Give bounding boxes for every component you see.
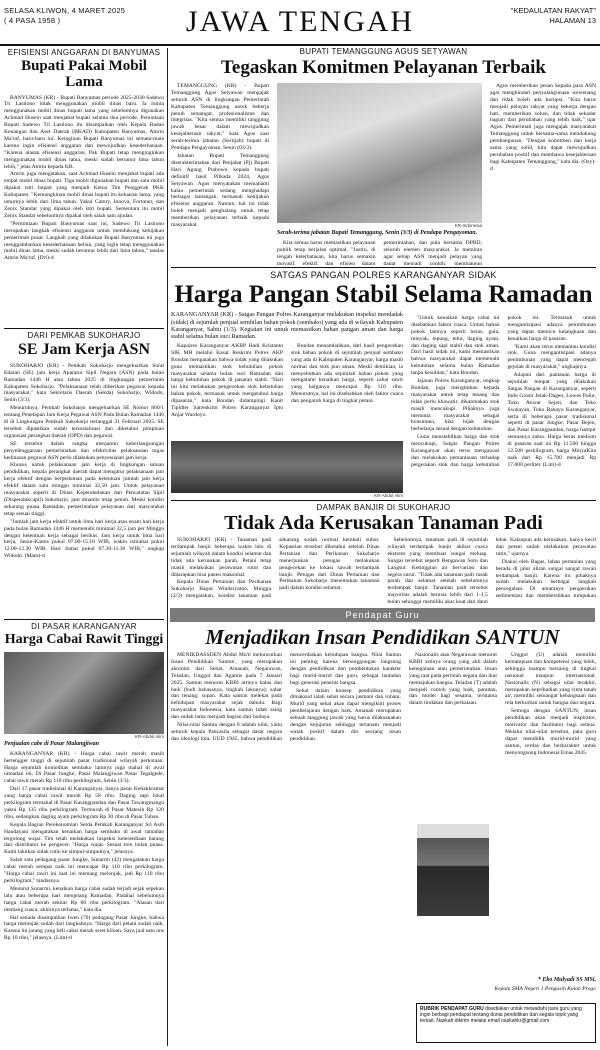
article-cabai: [4, 622, 164, 1046]
paragraph: Menurutnya, Pemkab Sukoharjo mengeluarkan SE Nomor 800/1 tentang Penetapan Jam Kerja Pegawai ASN Pada Bulan Ramadan 1446 H di Lingkungan Pemkab Sukoharjo tertanggal 21 Februari 2025. SE tersebut dipastikan sudah tersosialisasi dan diketahui pimpinan organisasi perangkat daerah (OPD) dan pegawai.: [4, 405, 164, 439]
paragraph: MENIKDASSDEN Abdul Mu'ti meluncurkan Insan Pendidikan 'Santun', yang merupakan akronim dari Sehat, Amanah, Negarawan, Teladan, Unggul dan Agamis pada 7 Januari 2025. Santun menurut KBBI artinya halus dan baik (budi bahasanya, tingkah lakunya); sabar dan tenang; sopan. Kata santun melekat pada kehidupan masyarakat sejak dahulu. Bagi masyarakat Indonesia, kata santun tidak asing dan sudah lama menjadi bagian dari budaya.: [171, 652, 282, 721]
paragraph: Kita semua harus memastikan pelayanan publik tetap berjalan optimal. "Justru, di tengah keterbatasan, kita harus semakin inovatif, efektif, dan efisien dalam: [277, 239, 376, 265]
satgas-left: [171, 343, 403, 498]
kicker: EFISIENSI ANGGARAN DI BANYUMAS: [7, 48, 161, 57]
photo-caption: Serah-terima jabatan Bupati Temanggung, Senin (3/3) di Pendapa Pengayoman.: [277, 229, 478, 236]
article-body: [4, 751, 164, 942]
paragraph: "Untuk kenaikan harga cabai ini disebabkan faktor cuaca. Untuk bahan pokok lainnya seperti beras, gula, minyak, tepung, telur, daging ayam, dan daging sapi stabil dan stok aman. Dari hasil sidak ini, kami memastikan bahwa masyarakat dapat memenuhi kebutuhan selama bulan Ramadan tanpa kesulitan," kata Bondan.: [411, 314, 500, 377]
column-separator: [167, 48, 168, 1046]
article-body-right: [411, 315, 596, 493]
rubric-bar: Pendapat Guru: [170, 608, 595, 622]
kicker: SATGAS PANGAN POLRES KARANGANYAR SIDAK: [270, 270, 497, 280]
paragraph: Dari 17 pasar tradisional di Karanganyar, hanya pasar Kebakkramat yang harga cabai rawit merah Rp 58 ribu. Daging sapi lokal perkilogram termahal di Pasar Karangpandan dan Pasar Tawangmangu yakni Rp 135 ribu perkilogram. Termurah di Pasar Matesih Rp 120 ribu, sedangkan daging ayam perkilogram Rp 30 ribu di Pasar Tuban.: [4, 786, 164, 820]
rubrik-text: disediakan untuk mewadahi para guru yang ingin berbagi pendapat tentang dunia pendidikan dan segala topik yang terkait. Naskah dikirim melalui email naskahkr@gmail.com: [420, 1006, 582, 1025]
paragraph: SUKOHARJO (KR) - Pemkab Sukoharjo mengeluarkan Surat Edaran (SE) jam kerja Aparatur Sipil Negara (ASN) pada bulan Ramadan 1446 H atau tahun 2025 di lingkungan pemerintah Kabupaten Sukoharjo. "Pelaksanaan telah diberikan pegawai kepada masyarakat," kata Sekretaris Daerah (Sekda) Sukoharjo, Widodo, Senin (3/3).: [4, 362, 164, 404]
paragraph: Menurut Sunarmi, kenaikan harga cabai sudah terjadi sejak sepekan lalu atau beberapa hari menjelang Ramadan. Padahal sebelumnya harga cabai merah sekitar Rp 80 ribu perkilogram. "Alasan dari memang cuaca, akhirnya terbatas," kata dia.: [4, 885, 164, 913]
masthead: [0, 0, 600, 46]
photo-credit: KR-Abdul Alim: [373, 492, 403, 498]
photo-credit: KR-Indonesia: [454, 222, 482, 228]
paragraph: SE tersebut dalam rangka menjamin keberlangsungan penyelenggaraan pemerintahan dan efektivitas pelaksanaan tugas kedinasan pegawai ASN perlu dilakukan penyesuaian jam kerja.: [4, 440, 164, 461]
article-body: [4, 363, 164, 560]
kicker: DARI PEMKAB SUKOHARJO: [27, 331, 141, 340]
paragraph: Amrin juga mengatakan, saat Achmad Husein menjabat bupati ada empat mobil dinas bupati. Tiga mobil digunakan bupati dan satu mobil dipakai istri bupati yang menjadi Ketua Tim Penggerak PKK Kabupaten. "Kemungkinan mobil dinas bupati itu keluaran lama, yang umurnya lebih dari lima tahun. Yakni Camry, Innova, Fortuner, dan Zenix Standar yang dipakai oleh istri bupati. Sementara itu mobil Zenix Standar sebelumnya dipakai oleh salah satu ajudan.: [4, 171, 164, 219]
rubrik-info-box: [416, 1003, 596, 1043]
author-role: Kepala SMA Negeri 1 Pengasih Kulon Progo: [494, 986, 596, 992]
kicker: DAMPAK BANJIR DI SUKOHARJO: [316, 503, 451, 512]
photo-caption: Penjualan cabe di Pasar Malangjiwan: [4, 740, 100, 747]
temanggung-photo-block: [277, 83, 482, 265]
headline: Bupati Pakai Mobil Lama: [21, 58, 147, 90]
article-lead: KARANGANYAR (KR) - Satgas Pangan Polres Karanganyar melakukan inspeksi mendadak (sidak) di sejumlah penjual sembilan bahan pokok (sembako) yang ada di wilayah Kabupaten Karanganyar, Sabtu (1/3). Kegiatan ini untuk memastikan bahan pangan aman dan harga stabil selama bulan suci Ramadan.: [171, 311, 403, 341]
author-name: * Eko Mulyadi SS MSi,: [537, 977, 596, 983]
opinion-headline: Menjadikan Insan Pendidikan SANTUN: [205, 625, 560, 649]
divider: [171, 267, 596, 268]
article-se-jam-kerja: [4, 331, 164, 617]
divider: [171, 500, 596, 501]
paragraph: Jajaran Polres Karanganyar, ungkap Bondan, juga mengimbau kepada masyarakat untuk tetap tenang dan tidak perlu khawatir, dikarenakan stok masih mencukupi. Pihaknya juga meminta masyarakat sebagai konsumen, bisa bijak dengan berbelanja sesuai dengan kebutuhan.: [411, 378, 500, 433]
article-efisiensi: [4, 48, 164, 326]
article-body-left: [171, 652, 401, 997]
headline: SE Jam Kerja ASN: [18, 341, 150, 358]
paragraph: Diakui oleh Bagas, lahan pertanian yang berada di jalur aliran sungai sangat rawan terdampak banjir. Karena itu pihaknya sudah melakukan berbagai langkah pencegahan. Di antaranya pengerukan sedimentasi dan membersihkan tumpukan: [495, 558, 596, 600]
paragraph: Unggul (U) adalah memiliki kemampuan dan kompetensi yang lebih, sehingga mampu bersaing di tingkat nasional maupun internasional. Nasionalis (N) sebagai nilai terakhir, merupakan kepribadian yang cinta tanah air, memiliki semangat kebangsaan dan rela berkorban untuk bangsa dan negara.: [505, 652, 596, 707]
paragraph: Sebelumnya, tanaman padi di sejumlah wilayah terdampak banjir akibat cuaca ekstrem yang membuat sungai meluap. Sungai tersebut seperti Bengawan Solo dan Langsur. Ketinggian air bervariasi dan segera surut. "Tidak ada tanaman padi rusak parah dan selamat setelah sebelumnya terdampak banjir. Tanaman padi tersebut mayoritas adalah berusia lebih dari 1-1,5 bulan sehingga memiliki akar kuat dan daun lebat. Kalaupun ada kerusakan, hanya kecil dan petani sudah melakukan perawatan rutin," ujarnya.: [387, 537, 596, 606]
article-body-right: [505, 652, 596, 952]
article-body-left: [171, 83, 269, 265]
article-body-mid: [409, 652, 497, 822]
page-number: HALAMAN 13: [549, 16, 596, 25]
paragraph: Sehat dalam konsep pendidikan yang dimaksud ialah sehat secara jasmani dan rohani. Murid yang sehat akan dapat mengikuti proses pembelajaran dengan baik. Amanah merupakan sebuah tanggung jawab yang harus dilaksanakan dengan kejujuran sehingga tertanam menjadi watak positif dalam diri seorang insan pendidikan.: [290, 687, 401, 742]
article-body-right: [490, 83, 596, 265]
paragraph: "Kami akan terus memantau kondisi stok. Guna mengantisipasi adanya penimbunan yang dapat mencegah gejolak di masyarakat," ungkapnya.: [507, 343, 596, 371]
opini-layout: [171, 652, 596, 997]
paragraph: Agus memberikan pesan kepada para ASN agar menghindari penyalahgunaan wewenang dan tidak boleh ada korupsi. "Kita harus menjadi pelayan rakyat yang bekerja dengan hati, memberikan solusi, dan tidak sekadar bagian dari perubahan yang lebih baik," ujar Agus. Pemerintah juga mengajak masyarakat Temanggung untuk bersama-sama mendukung pembangunan. "Dengan komitmen dan kerja sama yang solid, kita dapat mewujudkan perubahan positif dan membawa kesejahteraan bagi Kabupaten Temanggung," kata dia. (Osy)-d: [490, 82, 596, 172]
author-block: [416, 975, 596, 1001]
opini-middle: [409, 652, 497, 997]
headline: Harga Cabai Rawit Tinggi: [4, 632, 164, 647]
headline: Harga Pangan Stabil Selama Ramadan: [174, 281, 593, 308]
article-body: [171, 537, 596, 606]
paragraph: Kapolres Karanganyar AKBP Hadi Kristanto SIK MH melalui Kasat Reskrim Polres AKP Bondan mengatakan bahwa sidak yang dilakukan guna memastikan stok kebutuhan pokok masyarakat selama bulan suci Ramadan dan harga kebutuhan pokok di pasaran stabil. "Hari ini kita melakukan pengecekan stok kebutuhan bahan pokok, termasuk untuk mengetahui harga dipasaran," kata Bondan didampingi Kanit Tipidter Satreskrim Polres Karanganyar Iptu Anjar Wardoyo.: [171, 342, 283, 418]
paragraph: BANYUMAS (KR) - Bupati Banyumas periode 2025-2030 Sadewo Tri Lastiono tidak menggunakan mobil dinas baru. Ia minta menggunakan mobil dinas bupati lama yang sebelumnya digunakan Achmad Husein saat menjabat bupati selama dua periode. Pemintaan Bupati Sadewo Tri Lastiono itu disampaikan oleh Kepala Badan Keuangan dan Aset Daerah (BKAD) Kabupaten Banyumas, Amrin Ma'ruf, baru-baru ini. Keinginan Bupati Banyumas ini semata-mata karena ingin efisiensi anggaran dan mewujudkan kesederhanaan. "Karena alasan efisiensi anggaran, Pak Bupati tetap menginginkan menggunakan mobil dinas lama, meski sudah berumur lima tahun lebih," jelas Amrin kepada KR.: [4, 94, 164, 170]
headline: Tidak Ada Kerusakan Tanaman Padi: [224, 512, 543, 534]
article-opini: [171, 652, 596, 1002]
section-title: JAWA TENGAH: [185, 5, 415, 38]
paragraph: Salah satu pedagang pasar Jungke, Sunarmi (42) mengatakan harga cabai merah sempat naik ini mencapai Rp 110 ribu perkilogram. "Harga cabai rawit ini saat ini memang melonjak, jadi Rp 110 ribu perkilogram," tandasnya.: [4, 857, 164, 884]
ceremony-photo: [277, 83, 482, 223]
kicker: BUPATI TEMANGGUNG AGUS SETYAWAN: [299, 47, 468, 56]
kicker: DI PASAR KARANGANYAR: [31, 622, 137, 631]
paragraph: Semoga dengan SANTUN, insan pendidikan akan menjadi inspirator, motivator dan fasilitator bagi semua. Melalui nilai-nilai tersebut, para guru dapat mendidik murid-murid yang santun, cerdas dan berkarakter untuk menyongsong Indonesia Emas 2045.: [505, 708, 596, 756]
paragraph: Jabatan Bupati Temanggung diserahterimakan dari Penjabat (Pj) Bupati Hari Agung Prabowo kepada bupati definitif hasil Pilkada 2024, Agus Setyawan. Agus menyatakan memahami kalau pemerintah sedang menghadapi berbagai tantangan, termasuk kebijakan efisiensi anggaran. Namun, hal ini tidak boleh menjadi penghalang untuk tetap memberikan pelayanan terbaik kepada masyarakat.: [171, 153, 269, 229]
masthead-meta: [511, 6, 596, 26]
article-body-left: [171, 343, 403, 439]
divider: [4, 619, 164, 620]
article-body-mid: [277, 240, 482, 265]
paragraph: SUKOHARJO (KR) - Tanaman padi terdampak banjir beberapa waktu lalu di sejumlah wilayah dalam kondisi selamat dan tidak ada kerusakan parah. Petani tetap masih melakukan perawatan rutin dan diharapkan bisa panen maksimal.: [171, 537, 272, 578]
article-banjir: [171, 503, 596, 606]
paragraph: Khusus untuk pelaksanaan jam kerja di lingkungan satuan pendidikan, kepala perangkat daerah dapat mengatur pelaksanaan jam kerja efektif dengan berpedoman pada ketentuan jumlah jam kerja efektif dalam satu minggu minimal 32,50 jam. Untuk pelayanan masyarakat seperti di Dinas Kependudukan dan Pencatatan Sipil (Dispendukcapil) Sukoharjo, jam dinamis tetap penuh. Meski kondisi sekarang puasa Ramadan, pemerintahan pelayanan dari masyarakat tetap sesuai tinggi.: [4, 462, 164, 517]
rubrik-label: RUBRIK PENDAPAT GURU: [420, 1006, 484, 1012]
paragraph: Guna menstabilkan harga dan stok mencukupi, Satgas Pangan Polres Karanganyar akan terus mengawasi dan melakukan pemantauan terhadap pergerakan stok dan harga kebutuhan pokok ini. Termasuk untuk mengantisipasi adanya penimbunan yang dapat memicu kelangkaan dan kenaikan harga di pasaran.: [411, 314, 596, 468]
paragraph: Bondan menambahkan, dari hasil pengecekan stok bahan pokok di sejumlah penjual sembako yang ada di Kabupaten Karanganyar, harga masih normal dan stok pun aman. Meski demikian, ia menyebutkan ada sejumlah bahan pokok yang mengalami kenaikan harga, seperti cabai rawit yang harganya mencapai Rp 110 ribu. Menurutnya, hal ini disebabkan oleh faktor cuaca dan pengaruh harga di tingkat petani.: [291, 342, 403, 405]
paragraph: Hal senada disampaikan Iwen (70) pedagang Pasar Jungke, bahwa harga melonjak sudah dari langkahnya. "Harga dari petani sudah naik. Karena itu jarang yang beli cabai merah seret kiloan. Saya jual satu ons Rp 10 ribu," jelasnya. (Lim)-d: [4, 914, 164, 942]
headline: Tegaskan Komitmen Pelayanan Terbaik: [221, 57, 546, 78]
author-portrait: [417, 824, 489, 916]
swalayan-photo: [171, 441, 403, 493]
article-body: [4, 95, 164, 263]
divider: [4, 328, 164, 329]
motto: "KEDAULATAN RAKYAT": [510, 6, 596, 15]
photo-credit: KR-Abdul Alim: [134, 733, 164, 739]
temanggung-layout: [171, 83, 596, 265]
paragraph: Kepala Dinas Pertanian dan Perikanan Sukoharjo Bagas Windaryatno, Minggu (2/3) mengatakan, kondisi tanaman padi sekarang sudah normal kembali subur. Kepastian tersebut diketahui setelah Dinas Pertanian dan Perikanan Sukoharjo menerjunkan petugas melakukan pengecekan ke lokasi sawah terdampak banjir. Petugas dari Dinas Pertanian dan Perikanan Sukoharjo menemukan tanaman padi dalam kondisi selamat.: [171, 537, 380, 600]
paragraph: Adapun dari pantauan harga di sejumlah tempat yang dilakukan Satgas Pangan di Karanganyar, seperti Indo Grosir Jetak-Dagen, Lowes Pulur, Toko Anwar Sejati, dan Toko Swalayan, Toko Rahayu Karanganyar, serta di beberapa pasar tradisional seperti di pasar Jungke, Pasar Bejen, dan Pasar Karangpandan, harga hampir semuanya sama. Harga beras medium di pasaran saat ini Rp 11.500 hingga 12.500 perkilogram, harga MinyaKita naik dari Rp 15.700 menjadi Rp 17.000 perliter. (Lim)-d: [507, 372, 596, 468]
paragraph: TEMANGGUNG (KR) - Bupati Temanggung Agus Setyawan mengajak seluruh ASN di lingkungan Pemerintah Kabupaten Temanggung untuk bekerja penuh semangat, profesionalisme dan integritas. "Kita semua memiliki tanggung jawab besar dalam mewujudkan kesejahteraan rakyat," kata Agus saat serah-terima jabatan (Sertijab) bupati di Pendapa Pengayoman, Senin (03/3).: [171, 82, 269, 152]
date-line: SELASA KLIWON, 4 MARET 2025: [4, 6, 126, 15]
paragraph: pemerintahan, dan pula bersama DPRD, seluruh elemen masyarakat. Ia meminta agar setiap ASN menjadi pelayan yang dapat menjadi contoh, membangun: [383, 239, 482, 265]
article-satgas: [171, 270, 596, 498]
paragraph: Kepala Bagian Perekonomian Setda Pemkab Karanganyar Sri Asih Handayani mengatakan kenaikan harga sembako di awal ramadan tergolong wajar. Tim telah melakukan inspeksi ketersediaan barang dari distributor ke pengecer. "Harga wajar. Sesuai tren bulan puasa. Kami lakukan sidak rutin ke simpul-simpulnya," jelasnya.: [4, 821, 164, 856]
paragraph: Nasionalis atau Negarawan menurut KBBI artinya orang yang ahli dalam kenegaraan atau pemerintahan. Insan yang taat pada perintah negara dan ikut memajukan bangsa. Teladan (T) adalah menjadi contoh yang baik, panutan, dan model bagi sesama, terutama dalam tindakan dan perkataan.: [409, 652, 497, 707]
paragraph: Nilai-nilai Santun dengan 8 adalah nilai, yaitu seluruh kepala Pancasila sebagai dasar negara dan ideologi kita. UUD 1945, bahwa pendidikan mencerdaskan kehidupan bangsa. Nilai Santun ini penting karena bersinggungan langsung dengan pendidikan dan pembentukan karakter bagi murid-murid dan guru, sebagai tauladan bagi generasi penerus bangsa.: [171, 652, 401, 742]
market-photo: [4, 652, 164, 734]
paragraph: "Permintaan Bupati Banyumas saat ini, Sadewo Tri Lastiono merupakan langkah efisiensi anggaran untuk mendukung kebijakan pemerintah pusat. Langkah yang dilakukan Bupati Banyumas ini juga menggambarkan kesederhanaan beliau, yang ingin tetap menggunakan mobil dinas lama, meski sudah berumur lebih dari lima tahun," tandas Amrin Ma'ruf. (Dri)-d: [4, 220, 164, 262]
pasa-line: ( 4 PASA 1958 ): [4, 16, 61, 25]
paragraph: KARANGANYAR (KR) - Harga cabai rawit merah masih bertengger tinggi di sejumlah pasar tradisional wilayah perkotaan. Harga sejumlah komoditas sembako lainnya juga mahal di awal ramadan ini. Di Pasar Jungke, Pasar Malangjiwan Pasar Tegalgede, cabai rawit merah Rp 110 ribu perkilogram, Senin (3/3).: [4, 750, 164, 785]
paragraph: "Jumlah jam kerja efektif untuk lima hari kerja atau enam hari kerja pada bulan Ramadan 1446 H memenuhi minimal 32,5 jam per Minggu dengan ketentuan kerja sebagai berikut. Jam kerja untuk lima hari kerja, Senin-Kamis pukul 07.00-15.10 WIB, waktu istirahat pukul 12.00-12.30 WIB. Hari Jumat pukul 07.30-11.30 WIB," ungkap Widodo. (Mam)-d: [4, 518, 164, 560]
article-temanggung: [171, 47, 596, 265]
